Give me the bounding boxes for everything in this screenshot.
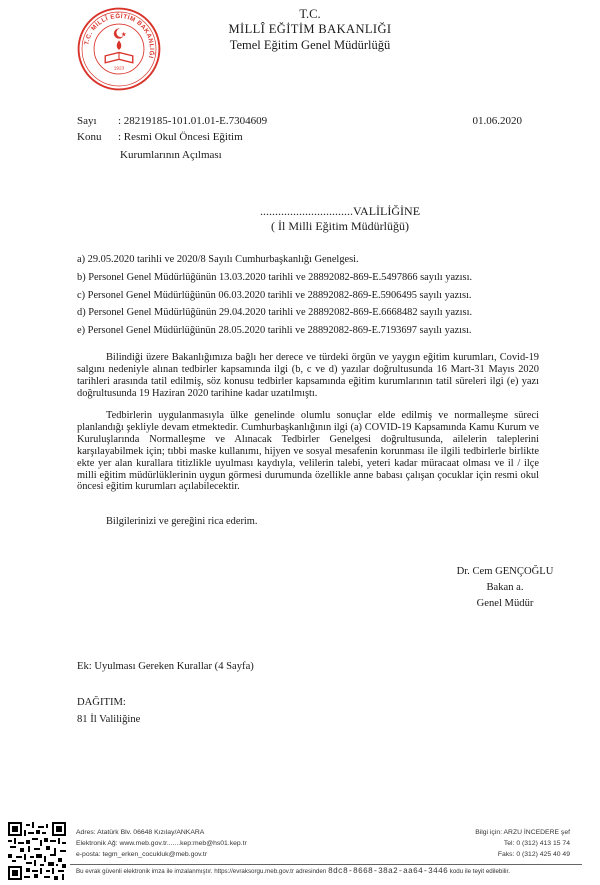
footer-address: Adres: Atatürk Blv. 06648 Kızılay/ANKARA bbox=[76, 829, 205, 836]
references-list bbox=[77, 251, 537, 340]
header-tc: T.C. bbox=[299, 7, 321, 21]
qr-code-icon bbox=[8, 822, 66, 880]
footer-fax: Faks: 0 (312) 425 40 49 bbox=[497, 851, 570, 858]
header-department: Temel Eğitim Genel Müdürlüğü bbox=[229, 38, 391, 52]
attachments: Ek: Uyulması Gereken Kurallar (4 Sayfa) bbox=[77, 661, 254, 672]
document-date: 01.06.2020 bbox=[472, 115, 522, 127]
reference-item: b) Personel Genel Müdürlüğünün 13.03.2020 tarihli ve 28892082-869-E.5497866 sayılı yazısı. bbox=[77, 271, 473, 283]
verification-suffix: kodu ile teyit edilebilir. bbox=[448, 868, 510, 875]
addressee-line1: ...............................VALİLİĞİNE bbox=[259, 204, 421, 218]
konu-value-line1: : Resmi Okul Öncesi Eğitim bbox=[118, 131, 243, 143]
paragraph-text: Tedbirlerin uygulanmasıyla ülke genelinde olumlu sonuçlar elde edilmiş ve normalleşme süreci planlandığı şekliyle devam etmektedir. Cumhurbaşkanlığının ilgi (a) COVID-19 Kapsamında Kamu Kurum ve Kuruluşlarında Normalleşme ve Alınacak Tedbirler Genelgesi doğrultusunda, ailelerin taleplerini karşılayabilmek için; tıbbi maske kullanımı, hijyen ve sosyal mesafenin korunması ile ilgili tedbirlerle birlikte ekte yer alan kurallara titizlikle uyulması kaydıyla, velilerin talebi, yeteri kadar müracaat olması ve il / ilçe milli eğitim müdürlüklerinin uygun görmesi durumunda özellikle anne babası çalışan çocuklar için resmi okul öncesi eğitim kurumları açılabilecektir. bbox=[77, 410, 539, 493]
body-paragraph-2 bbox=[77, 410, 539, 493]
distribution-label: DAĞITIM: bbox=[77, 697, 126, 708]
reference-subject bbox=[77, 130, 243, 144]
reference-item: e) Personel Genel Müdürlüğünün 28.05.2020 tarihli ve 28892082-869-E.7193697 sayılı yazısı. bbox=[77, 325, 472, 337]
signatory-title: Genel Müdür bbox=[476, 598, 534, 609]
body-paragraph-3 bbox=[77, 516, 539, 528]
konu-label: Konu bbox=[77, 131, 102, 143]
header-ministry: MİLLÎ EĞİTİM BAKANLIĞI bbox=[228, 22, 392, 36]
paragraph-text: Bilgilerinizi ve gereğini rica ederim. bbox=[106, 516, 258, 527]
konu-value-line2: Kurumlarının Açılması bbox=[120, 149, 222, 161]
svg-text:T.C. MİLLÎ EĞİTİM BAKANLIĞI: T.C. MİLLÎ EĞİTİM BAKANLIĞI bbox=[83, 12, 156, 60]
svg-text:1923: 1923 bbox=[113, 66, 125, 72]
footer-verification bbox=[76, 867, 596, 876]
sayi-label: Sayı bbox=[77, 115, 97, 127]
signatory-name: Dr. Cem GENÇOĞLU bbox=[456, 566, 554, 577]
reference-item: c) Personel Genel Müdürlüğünün 06.03.2020 tarihli ve 28892082-869-E.5906495 sayılı yazısı. bbox=[77, 289, 472, 301]
sayi-value: : 28219185-101.01.01-E.7304609 bbox=[118, 115, 268, 127]
ministry-seal-logo bbox=[76, 6, 162, 92]
footer-divider bbox=[70, 864, 582, 865]
signatory-capacity: Bakan a. bbox=[486, 582, 524, 593]
reference-number bbox=[77, 114, 267, 128]
reference-item: d) Personel Genel Müdürlüğünün 29.04.2020 tarihli ve 28892082-869-E.6668482 sayılı yazısı. bbox=[77, 307, 473, 319]
footer-electronic-network: Elektronik Ağ: www.meb.gov.tr.......kep:meb@hs01.kep.tr bbox=[76, 840, 247, 847]
addressee-line2: ( İl Milli Eğitim Müdürlüğü) bbox=[271, 219, 409, 233]
footer-email: e-posta: tegm_erken_cocukluk@meb.gov.tr bbox=[76, 851, 208, 858]
reference-item: a) 29.05.2020 tarihli ve 2020/8 Sayılı Cumhurbaşkanlığı Genelgesi. bbox=[77, 254, 359, 265]
footer-telephone: Tel: 0 (312) 413 15 74 bbox=[503, 840, 570, 847]
footer-contact-person: Bilgi için: ARZU İNCEDERE şef bbox=[475, 829, 570, 836]
verification-code: 8dc8-8668-38a2-aa64-3446 bbox=[327, 867, 448, 876]
verification-prefix: Bu evrak güvenli elektronik imza ile imzalanmıştır. https://evraksorgu.meb.gov.tr adresinden bbox=[76, 868, 328, 875]
paragraph-text: Bilindiği üzere Bakanlığımıza bağlı her derece ve türdeki örgün ve yaygın eğitim kurumları, Covid-19 salgını nedeniyle alınan tedbirler kapsamında ilgi (b, c ve d) yazılar doğrultusunda 16 Mart-31 Mayıs 2020 tarihleri arasında tatil edilmiş, söz konusu tedbirler kapsamında eğitim kurumlarının tatil süreleri ilgi (e) yazı doğrultusunda 19 Haziran 2020 tarihine kadar uzatılmıştı. bbox=[77, 352, 539, 399]
distribution-item: 81 İl Valiliğine bbox=[77, 714, 141, 725]
body-paragraph-1 bbox=[77, 352, 539, 400]
